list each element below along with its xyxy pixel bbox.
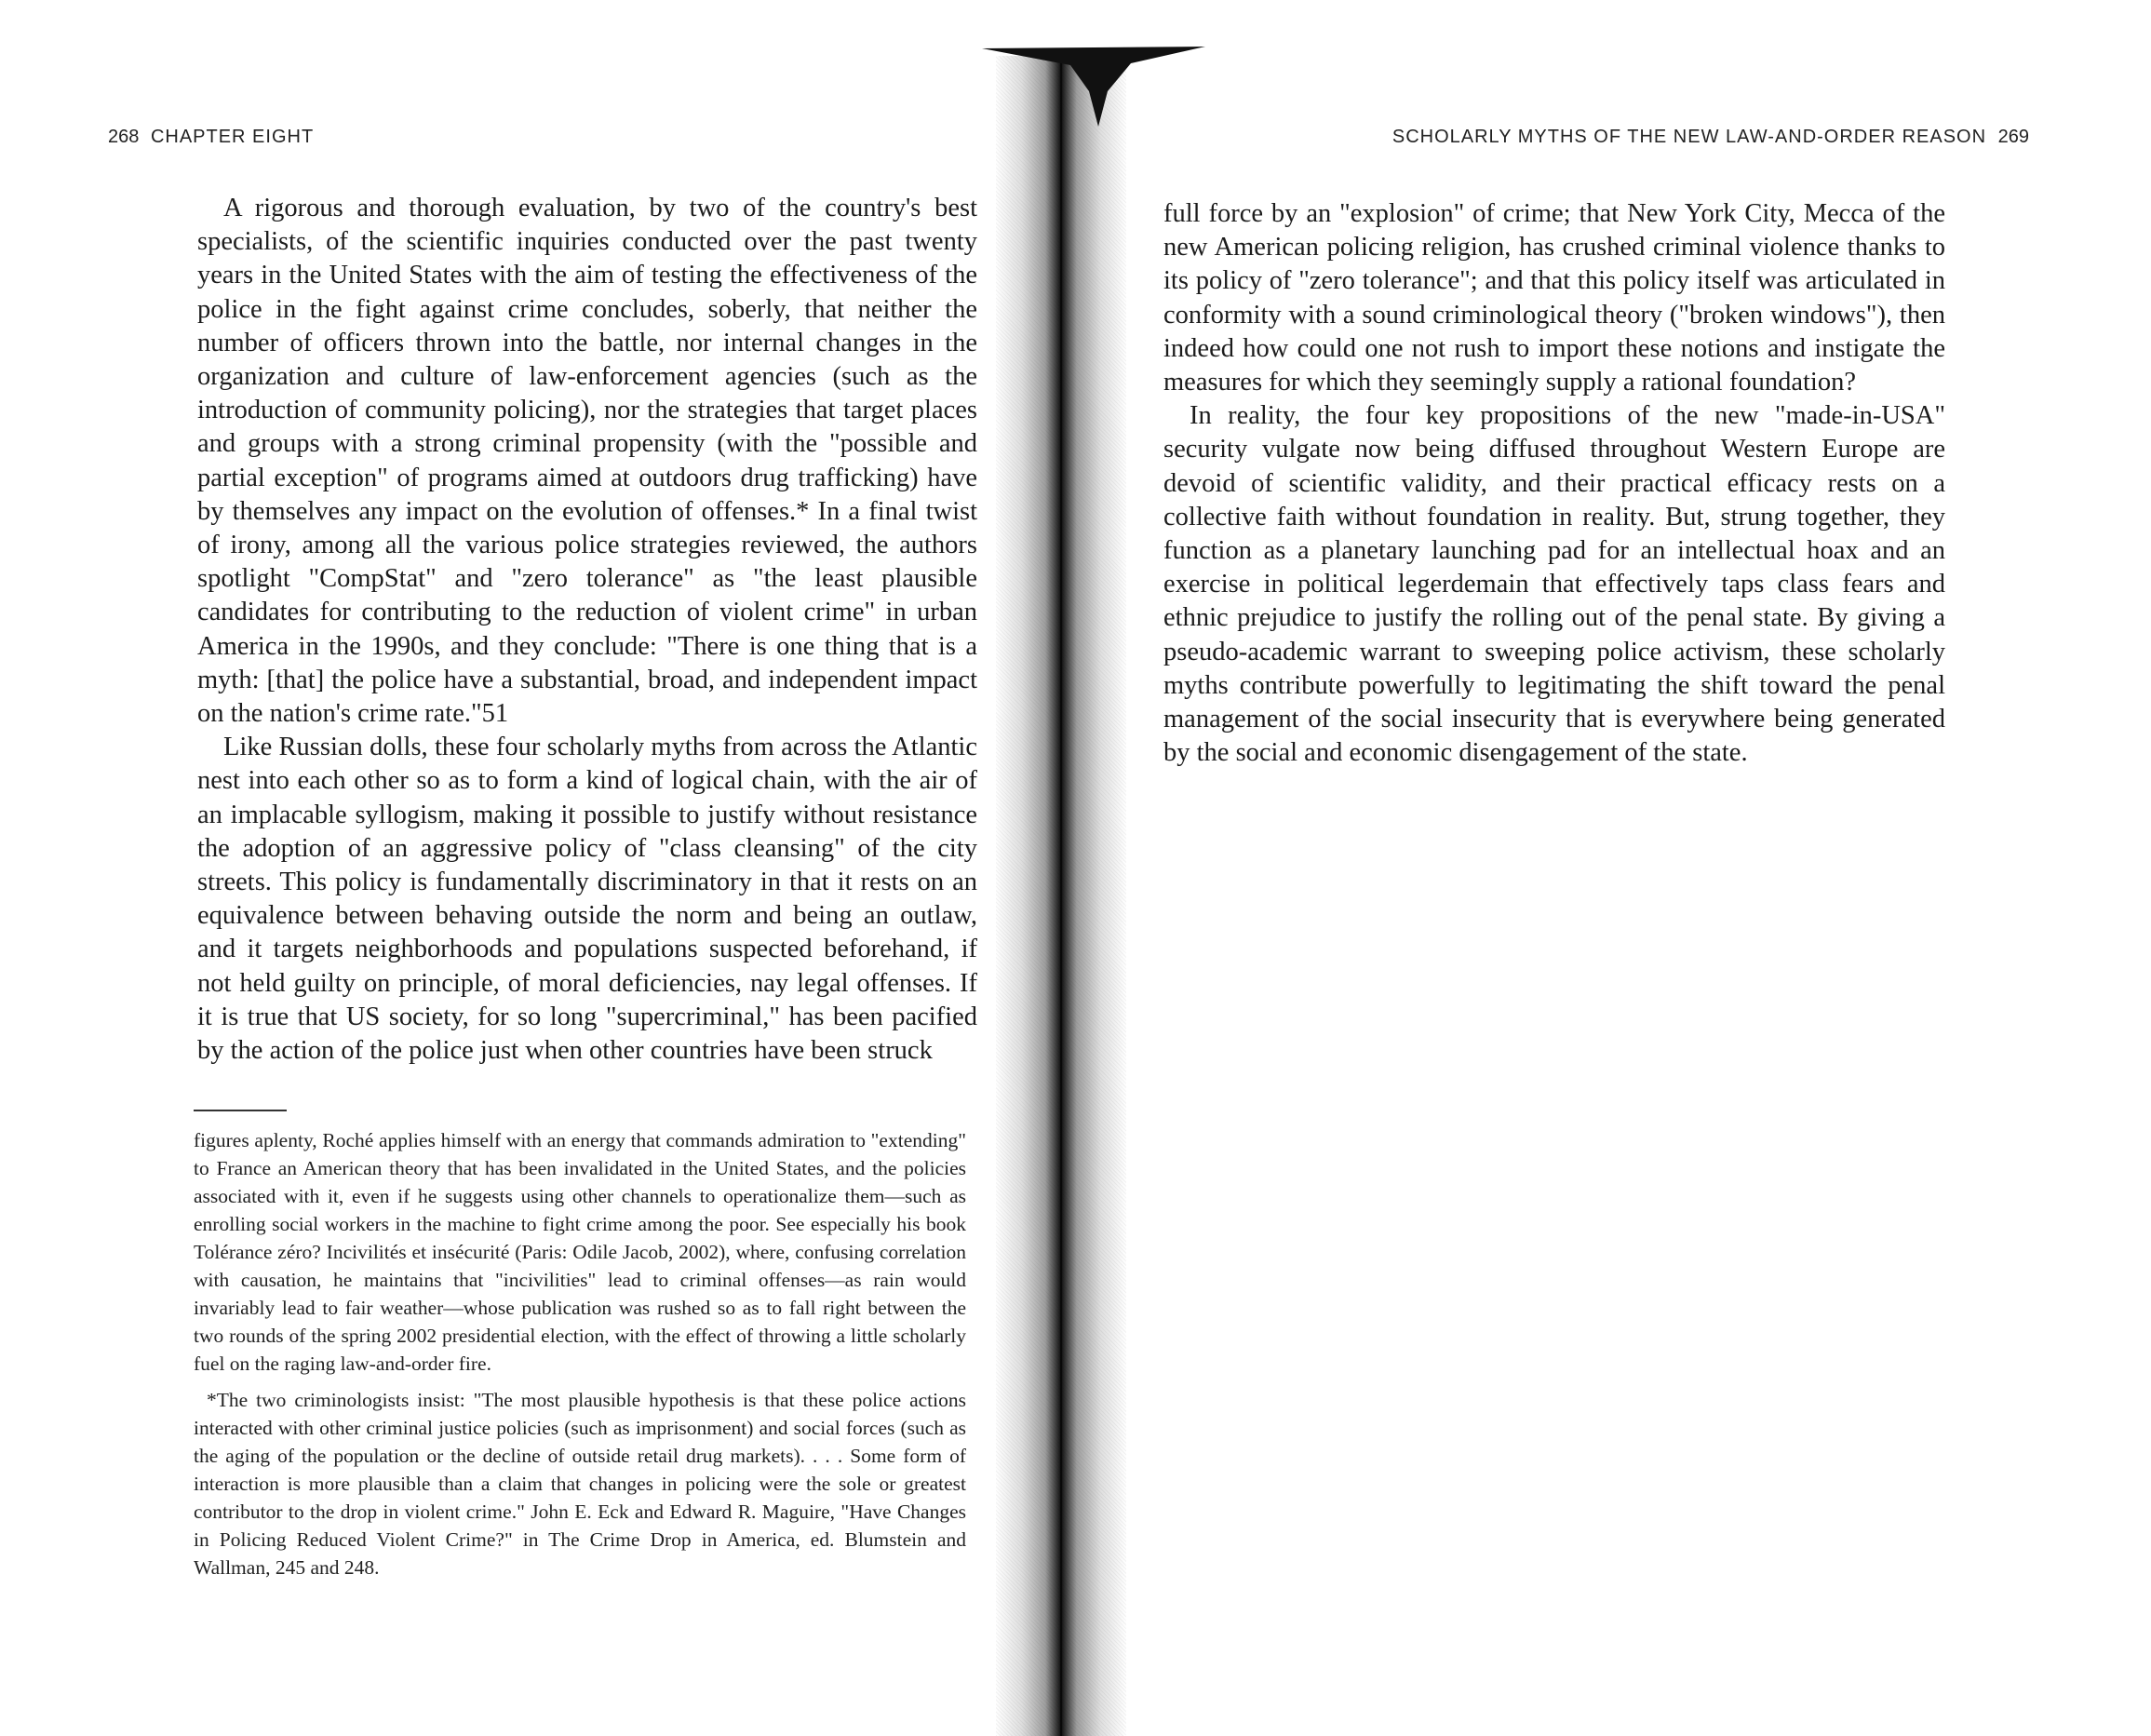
left-body-text [197, 192, 977, 1068]
footnote: *The two criminologists insist: "The most plausible hypothesis is that these police actions interacted with other criminal justice policies (such as imprisonment) and social forces (such as the aging of the population or the decline of outside retail drug markets). . . . Some form of interaction is more plausible than a claim that changes in policing were the sole or greatest contributor to the drop in violent crime." John E. Eck and Edward R. Maguire, "Have Changes in Policing Reduced Violent Crime?" in The Crime Drop in America, ed. Blumstein and Wallman, 245 and 248. [194, 1389, 966, 1579]
chapter-title: CHAPTER EIGHT [150, 127, 315, 147]
paragraph: full force by an "explosion" of crime; that New York City, Mecca of the new American policing religion, has crushed criminal violence thanks to its policy of "zero tolerance"; and that this policy itself was articulated in conformity with a sound criminological theory ("broken windows"), then indeed how could one not rush to import these notions and instigate the measures for which they seemingly supply a rational foundation? [1163, 199, 1945, 397]
running-head-left [102, 127, 314, 148]
running-head-right [1392, 127, 2035, 148]
left-page [0, 0, 1033, 1736]
paragraph: A rigorous and thorough evaluation, by two of the country's best specialists, of the scientific inquiries conducted over the past twenty years in the United States with the aim of testing the effectiveness of the police in the fight against crime concludes, soberly, that neither the number of officers thrown into the battle, nor internal changes in the organization and culture of law-enforcement agencies (such as the introduction of community policing), nor the strategies that target places and groups with a strong criminal propensity (with the "possible and partial exception" of programs aimed at outdoors drug trafficking) have by themselves any impact on the evolution of offenses.* In a final twist of irony, among all the various police strategies reviewed, the authors spotlight "CompStat" and "zero tolerance" as "the least plausible candidates for contributing to the reduction of violent crime" in urban America in the 1990s, and they conclude: "There is one thing that is a myth: [that] the police have a substantial, broad, and independent impact on the nation's crime rate."51 [197, 194, 977, 729]
section-title: SCHOLARLY MYTHS OF THE NEW LAW-AND-ORDER REASON [1391, 127, 1987, 147]
paragraph: In reality, the four key propositions of the new "made-in-USA" security vulgate now being diffused throughout Western Europe are devoid of scientific validity, and their practical efficacy rests on a collective faith without foundation in reality. But, strung together, they function as a planetary launching pad for an intellectual hoax and an exercise in political legerdemain that effectively taps class fears and ethnic prejudice to justify the rolling out of the penal state. By giving a pseudo-academic warrant to sweeping police activism, these scholarly myths contribute powerfully to legitimating the shift toward the penal management of the social insecurity that is everywhere being generated by the social and economic disengagement of the state. [1163, 401, 1945, 768]
footnote: figures aplenty, Roché applies himself with an energy that commands admiration to "extending" to France an American theory that has been invalidated in the United States, and the policies associated with it, even if he suggests using other channels to operationalize them—such as enrolling social workers in the machine to fight crime among the poor. See especially his book Tolérance zéro? Incivilités et insécurité (Paris: Odile Jacob, 2002), where, confusing correlation with causation, he maintains that "incivilities" lead to criminal offenses—as rain would invariably lead to fair weather—whose publication was rushed so as to fall right between the two rounds of the spring 2002 presidential election, with the effect of throwing a little scholarly fuel on the raging law-and-order fire. [194, 1129, 966, 1375]
paragraph: Like Russian dolls, these four scholarly myths from across the Atlantic nest into each other so as to form a kind of logical chain, with the air of an implacable syllogism, making it possible to justify without resistance the adoption of an aggressive policy of "class cleansing" of the city streets. This policy is fundamentally discriminatory in that it rests on an equivalence between behaving outside the norm and being an outlaw, and it targets neighborhoods and populations suspected beforehand, if not held guilty on principle, of moral deficiencies, nay legal offenses. If it is true that US society, for so long "supercriminal," has been pacified by the action of the police just when other countries have been struck [197, 733, 977, 1066]
footnotes [194, 1126, 966, 1590]
page-number-right: 269 [1997, 127, 2029, 147]
right-body-text [1163, 197, 1945, 770]
footnote-rule [194, 1110, 287, 1111]
page-number-left: 268 [108, 127, 140, 147]
